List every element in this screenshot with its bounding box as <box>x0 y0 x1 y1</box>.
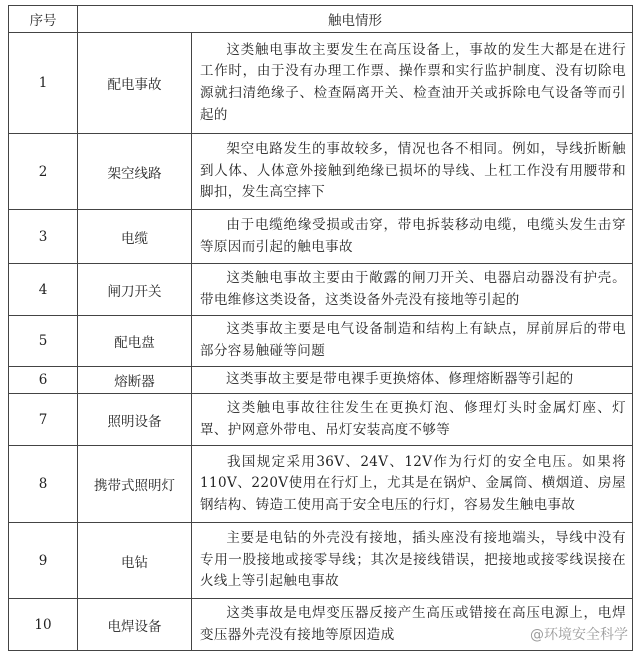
row-description: 这类触电事故主要发生在高压设备上，事故的发生大都是在进行工作时，由于没有办理工作票、操作票和实行监护制度、没有切除电源就扫清绝缘子、检查隔离开关、检查油开关或拆除电气设备等而引起的 <box>192 33 633 134</box>
electric-shock-table <box>8 5 633 651</box>
row-number: 5 <box>9 316 78 367</box>
row-description: 这类事故是电焊变压器反接产生高压或错接在高压电源上，电焊变压器外壳没有接地等原因造成 <box>192 599 633 651</box>
table-row <box>9 367 633 394</box>
row-description: 这类触电事故主要由于敞露的闸刀开关、电器启动器没有护壳。带电维修这类设备，这类设备外壳没有接地等引起的 <box>192 264 633 316</box>
row-number: 2 <box>9 134 78 210</box>
row-type: 携带式照明灯 <box>78 446 192 523</box>
table-row <box>9 523 633 599</box>
row-description: 我国规定采用36V、24V、12V作为行灯的安全电压。如果将110V、220V使用在行灯上，尤其是在锅炉、金属筒、横烟道、房屋钢结构、铸造工使用高于安全电压的行灯，容易发生触电事故 <box>192 446 633 523</box>
row-number: 9 <box>9 523 78 599</box>
row-description: 架空电路发生的事故较多，情况也各不相同。例如，导线折断触到人体、人体意外接触到绝缘已损坏的导线、上杠工作没有用腰带和脚扣，发生高空摔下 <box>192 134 633 210</box>
row-type: 配电盘 <box>78 316 192 367</box>
table-row <box>9 446 633 523</box>
row-number: 6 <box>9 367 78 394</box>
row-description: 这类触电事故往往发生在更换灯泡、修理灯头时金属灯座、灯罩、护网意外带电、吊灯安装高度不够等 <box>192 394 633 446</box>
header-shock-situation: 触电情形 <box>78 6 633 33</box>
row-type: 架空线路 <box>78 134 192 210</box>
row-description: 这类事故主要是带电裸手更换熔体、修理熔断器等引起的 <box>192 367 633 394</box>
source-watermark: @环境安全科学 <box>528 624 630 644</box>
row-description: 这类事故主要是电气设备制造和结构上有缺点，屏前屏后的带电部分容易触碰等问题 <box>192 316 633 367</box>
row-number: 7 <box>9 394 78 446</box>
row-type: 电焊设备 <box>78 599 192 651</box>
row-number: 4 <box>9 264 78 316</box>
table-row <box>9 33 633 134</box>
row-type: 熔断器 <box>78 367 192 394</box>
table-header-row <box>9 6 633 33</box>
table-row <box>9 394 633 446</box>
table-row <box>9 134 633 210</box>
row-type: 配电事故 <box>78 33 192 134</box>
table-row <box>9 316 633 367</box>
header-serial-number: 序号 <box>9 6 78 33</box>
row-number: 3 <box>9 210 78 264</box>
row-number: 1 <box>9 33 78 134</box>
row-description: 由于电缆绝缘受损或击穿，带电拆装移动电缆，电缆头发生击穿等原因而引起的触电事故 <box>192 210 633 264</box>
table-row <box>9 264 633 316</box>
row-description: 主要是电钻的外壳没有接地，插头座没有接地端头，导线中没有专用一股接地或接零导线；其次是接线错误，把接地或接零线误接在火线上等引起触电事故 <box>192 523 633 599</box>
row-type: 照明设备 <box>78 394 192 446</box>
row-type: 电缆 <box>78 210 192 264</box>
row-number: 8 <box>9 446 78 523</box>
row-type: 电钻 <box>78 523 192 599</box>
table-row <box>9 210 633 264</box>
row-number: 10 <box>9 599 78 651</box>
row-type: 闸刀开关 <box>78 264 192 316</box>
